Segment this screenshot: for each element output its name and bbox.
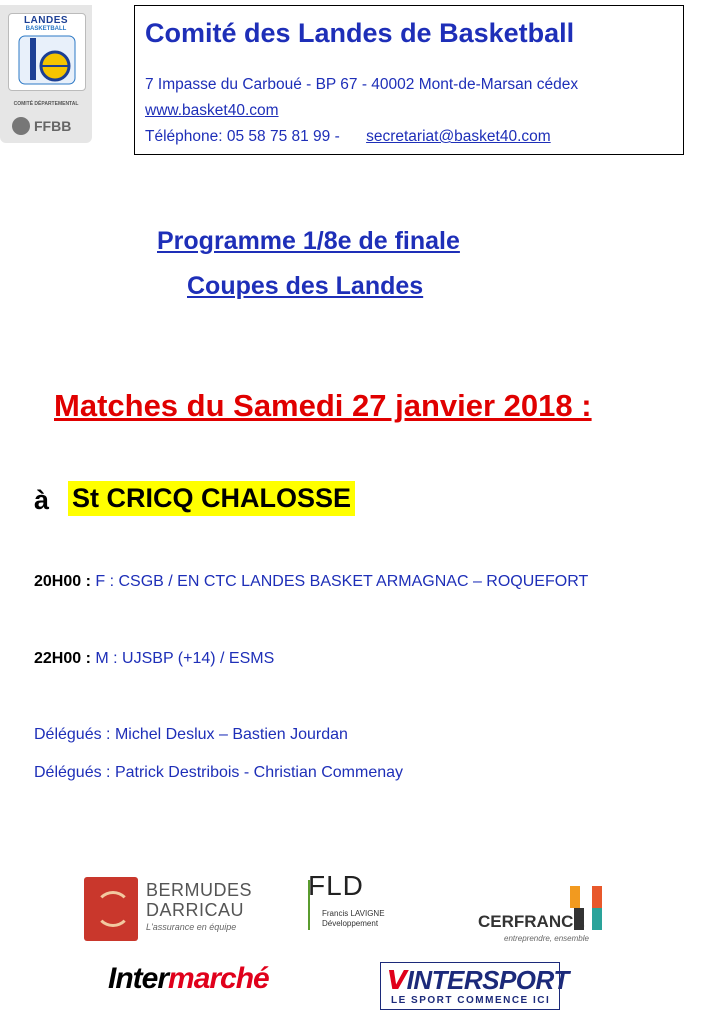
fld-logo: FLD <box>308 870 364 901</box>
header-contact-box <box>134 5 684 155</box>
intermarche-part1: Inter <box>108 962 169 995</box>
bermudes-line2: DARRICAU <box>146 900 245 920</box>
game-row <box>34 650 274 668</box>
intersport-name: INTERSPORT <box>406 965 569 995</box>
cerfrance-name: CERFRANCE <box>478 912 585 931</box>
programme-title: Programme 1/8e de finale <box>157 227 460 255</box>
game-separator: : <box>85 573 91 590</box>
ffbb-ball-icon <box>12 117 30 135</box>
bermudes-logo-icon <box>84 877 138 941</box>
game-time: 20H00 <box>34 573 82 590</box>
game-row <box>34 573 588 591</box>
logo-text-landes: LANDES <box>23 15 69 26</box>
intersport-logo <box>380 962 569 1010</box>
website-link[interactable]: www.basket40.com <box>145 102 279 119</box>
game-separator: : <box>85 650 91 667</box>
bermudes-name <box>146 880 252 920</box>
logo-text-basketball: BASKETBALL <box>25 26 67 32</box>
game-time: 22H00 <box>34 650 82 667</box>
committee-logo <box>0 5 92 143</box>
cerfrance-tagline: entreprendre, ensemble <box>504 934 589 943</box>
intermarche-part2: marché <box>168 962 269 995</box>
bermudes-tagline: L'assurance en équipe <box>146 922 237 932</box>
venue-prefix: à <box>34 485 50 515</box>
fld-sub-dev: Développement <box>322 919 379 928</box>
ffbb-text: FFBB <box>34 118 72 134</box>
logo-subtitle: COMITÉ DÉPARTEMENTAL <box>13 101 79 107</box>
venue-name: St CRICQ CHALOSSE <box>68 481 355 516</box>
intersport-mark-icon: ᐯ <box>387 965 407 995</box>
address-line: 7 Impasse du Carboué - BP 67 - 40002 Mont-de-Marsan cédex <box>145 76 579 93</box>
email-link[interactable]: secretariat@basket40.com <box>366 128 551 145</box>
game-detail: F : CSGB / EN CTC LANDES BASKET ARMAGNAC – ROQUEFORT <box>95 573 589 590</box>
phone-text: Téléphone: 05 58 75 81 99 - <box>145 128 340 145</box>
intersport-tagline: LE SPORT COMMENCE ICI <box>391 995 551 1006</box>
bermudes-line1: BERMUDES <box>146 880 253 900</box>
org-title: Comité des Landes de Basketball <box>145 18 575 48</box>
fld-sub-name: Francis LAVIGNE <box>322 909 385 918</box>
phone-email-line <box>145 128 551 146</box>
game-detail: M : UJSBP (+14) / ESMS <box>95 650 275 667</box>
programme-subtitle: Coupes des Landes <box>187 272 424 300</box>
matches-heading: Matches du Samedi 27 janvier 2018 : <box>54 388 592 423</box>
delegates-line: Délégués : Patrick Destribois - Christian Commenay <box>34 764 404 781</box>
intermarche-logo <box>108 962 269 996</box>
delegates-line: Délégués : Michel Deslux – Bastien Jourdan <box>34 726 348 743</box>
